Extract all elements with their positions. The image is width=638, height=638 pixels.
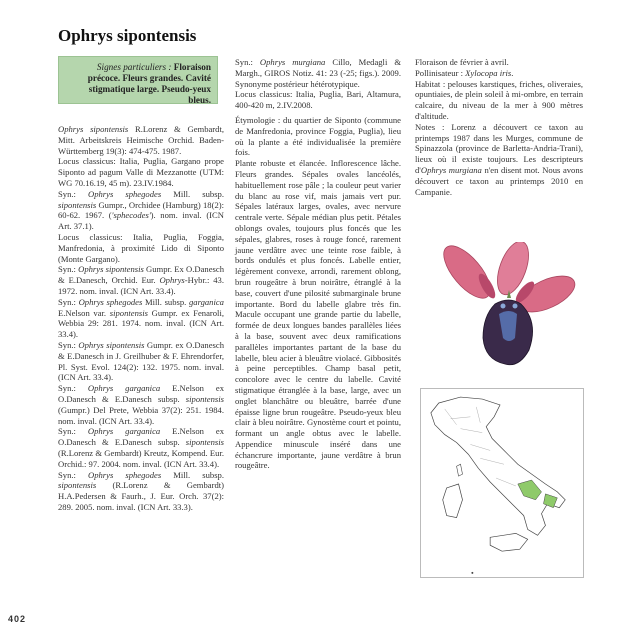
map-corsica bbox=[457, 464, 463, 476]
nomenclature-entry bbox=[58, 232, 224, 264]
citation-text: -Hybr.: 43. 1972. nom. inval. (ICN Art. 33.4). bbox=[58, 275, 224, 296]
taxon-name: Ophrys garganica bbox=[87, 383, 161, 394]
taxon-name: Ophrys sipontensis bbox=[78, 264, 144, 275]
nomenclature-entry bbox=[58, 340, 224, 383]
nomenclature-entry bbox=[58, 426, 224, 469]
pseudo-eye-left bbox=[501, 304, 506, 309]
nomenclature-entry bbox=[58, 264, 224, 296]
citation-text: Syn.: bbox=[58, 339, 79, 350]
citation-text: Syn.: bbox=[58, 188, 88, 199]
citation-text: Locus classicus: Italia, Puglia, Gargano prope Siponto ad pagum Valle di Mezzanotte (UTM: WG 70.16.19, 45 m). 23.IV.1984. bbox=[58, 156, 224, 188]
features-label: Signes particuliers : bbox=[96, 62, 174, 72]
citation-text: Syn.: bbox=[58, 296, 79, 307]
page-title: Ophrys sipontensis bbox=[58, 26, 197, 45]
habitat: Habitat : pelouses karstiques, friches, oliveraies, opuntiaies, de plein soleil à mi-ombre, en terrain calcaire, du niveau de la mer à 900 mètres d'altitude. bbox=[415, 78, 583, 121]
locus-classicus: Locus classicus: Italia, Puglia, Bari, Altamura, 400-420 m, 2.IV.2008. bbox=[235, 89, 401, 111]
citation-text: Gumpr. ex O.Danesch & E.Danesch in J. Greilhuber & F. Ehrendorfer, Pl. Syst. Evol. 124(2): 132. 1975. nom. inval. (ICN Art. 33.4). bbox=[58, 339, 224, 383]
map-sardinia bbox=[443, 484, 463, 518]
map-sicily bbox=[490, 533, 528, 551]
citation-text: Syn.: bbox=[58, 469, 88, 480]
taxon-name: sipontensis bbox=[58, 199, 97, 210]
nomenclature-entry bbox=[58, 470, 224, 513]
flowering: Floraison de février à avril. bbox=[415, 57, 509, 67]
citation-text: R.Lorenz & Gembardt, Mitt. Arbeitskreis Heimische Orchid. Baden-Württemberg 19(3): 474-475. 1987. bbox=[58, 124, 224, 156]
description-text: Plante robuste et élancée. Inflorescence lâche. Fleurs grandes. Sépales ovales lancéolés, habituellement rose pâle ; la couleur peut varier du blanc au rose vif, mais jamais vert pur. Sépales latéraux larges, ovales, avec nervure centrale verte. Sépale médian plus petit. Pétales oblongs ovales, toujours plus foncés que les sépales, glabres, roses à rouge foncé, rarement jaune verdâtre avec une teinte rose faible, à bords ondulés et plus foncés. Labelle entier, légèrement convexe, arrondi, rarement oblong, brun rougeâtre à brun noirâtre, étranglé à la base, couvert d'une pilosité submarginale brune importante. Bord du labelle glabre très fin. Macule occupant une grande partie du labelle, formée de deux longues bandes parallèles liées à la base, souvent avec deux ramifications parallèles importantes partant de la base du labelle, bleu acier à bleuâtre violacé. Gibbosités à peine perceptibles. Champ basal petit, concolore avec le centre du labelle. Cavité stigmatique étranglée à la base, large, avec un onglet blanchâtre ou bleuâtre, barrée d'une épaisse ligne brun rougeâtre. Pseudo-yeux bleu clair à bleu noirâtre. Gynostème court et pointu, formant un angle obtus avec le labelle. Appendice minuscule inséré dans une échancrure importante, jaune verdâtre à brun rougeâtre. bbox=[235, 158, 401, 471]
citation-text: Mill. subsp. bbox=[161, 469, 224, 480]
synonym-murgiana: Syn.: Ophrys murgiana Cillo, Medagli & Margh., GIROS Notiz. 41: 23 (-25; figs.). 2009. Synonyme postérieur hétérotypique. bbox=[235, 57, 402, 89]
taxon-name: Ophrys sipontensis bbox=[58, 124, 129, 134]
features-box bbox=[58, 56, 218, 104]
distribution-map bbox=[420, 388, 584, 578]
taxon-name: sipontensis bbox=[109, 307, 148, 318]
notes: Notes : Lorenz a découvert ce taxon au printemps 1987 dans les Murges, commune de Spinazzola (province de Barletta-Andria-Trani), lieux où il existe toujours. Les descripteurs d'Ophrys murgiana n'en disent mot. Nous avons découvert ce taxon au printemps 2010 en Campanie. bbox=[415, 121, 583, 197]
citation-text: Locus classicus: Italia, Puglia, Foggia, Manfredonia, à proximité Lido di Siponto (Monte Gargano). bbox=[58, 231, 224, 264]
citation-text: Syn.: bbox=[58, 264, 79, 275]
citation-text: (Gumpr.) Del Prete, Webbia 37(2): 251. 1984. nom. inval. (ICN Art. 33.4). bbox=[58, 404, 224, 426]
etymology: Étymologie : du quartier de Siponto (commune de Manfredonia, province Foggia, Puglia), lieu où la plante a été individualisée la première fois. bbox=[235, 114, 401, 158]
citation-text: E.Nelson ex O.Danesch & E.Danesch subsp. bbox=[58, 426, 224, 448]
citation-text: Gumpr. ex Fenaroli, Webbia 29: 281. 1974. nom. inval. (ICN Art. 33.4). bbox=[58, 307, 224, 340]
taxon-name: Ophrys garganica bbox=[87, 426, 161, 437]
citation-text: Gumpr. Ex O.Danesch & E.Danesch, Orchid. Eur. bbox=[58, 264, 224, 286]
taxon-name: Ophrys sphegodes bbox=[87, 188, 162, 199]
citation-text: ). nom. inval. (ICN Art. 37.1). bbox=[58, 210, 224, 232]
nomenclature-entry bbox=[58, 189, 224, 232]
orchid-illustration bbox=[425, 242, 585, 377]
taxon-name: sipontensis bbox=[185, 437, 224, 448]
column-nomenclature bbox=[58, 124, 224, 513]
citation-text: Mill. subsp. bbox=[142, 296, 189, 307]
nomenclature-entry bbox=[58, 297, 224, 340]
taxon-name: 'sphecodes' bbox=[111, 210, 151, 221]
citation-text: (R.Lorenz & Gembardt) Kreutz, Kompend. Eur. Orchid.: 97. 2004. nom. inval. (ICN Art. 33.4). bbox=[58, 447, 224, 469]
citation-text: Gumpr., Orchidee (Hamburg) 18(2): 60-62. 1967. ( bbox=[58, 199, 224, 221]
map-island-dot bbox=[471, 572, 473, 574]
citation-text: (R.Lorenz & Gembardt) H.A.Pedersen & Faurh., J. Eur. Orch. 37(2): 289. 2005. nom. inval. (ICN Art. 33.3). bbox=[58, 480, 224, 512]
taxon-name: garganica bbox=[188, 296, 224, 307]
citation-text: Syn.: bbox=[58, 426, 88, 437]
taxon-name: Ophrys sipontensis bbox=[78, 339, 145, 350]
citation-text: E.Nelson var. bbox=[58, 307, 110, 318]
taxon-name: sipontensis bbox=[58, 480, 97, 491]
features-text: Floraison précoce. Fleurs grandes. Cavité stigmatique large. Pseudo-yeux bleus. bbox=[87, 62, 211, 105]
pseudo-eye-right bbox=[513, 304, 518, 309]
taxon-name: Ophrys sphegodes bbox=[87, 469, 162, 480]
column-ecology bbox=[415, 57, 583, 197]
nomenclature-entry bbox=[58, 383, 224, 426]
nomenclature-entry bbox=[58, 156, 224, 188]
citation-text: E.Nelson ex O.Danesch & E.Danesch subsp. bbox=[58, 383, 224, 404]
taxon-name: Ophrys sphegodes bbox=[78, 296, 143, 307]
citation-text: Syn.: bbox=[58, 383, 88, 394]
taxon-name: Ophrys bbox=[159, 275, 185, 286]
pollinator: Pollinisateur : Xylocopa iris. bbox=[415, 67, 514, 78]
nomenclature-entry bbox=[58, 124, 224, 156]
column-description bbox=[235, 57, 401, 471]
page-number: 402 bbox=[8, 614, 27, 624]
citation-text: Mill. subsp. bbox=[161, 188, 224, 199]
taxon-name: sipontensis bbox=[185, 393, 224, 404]
